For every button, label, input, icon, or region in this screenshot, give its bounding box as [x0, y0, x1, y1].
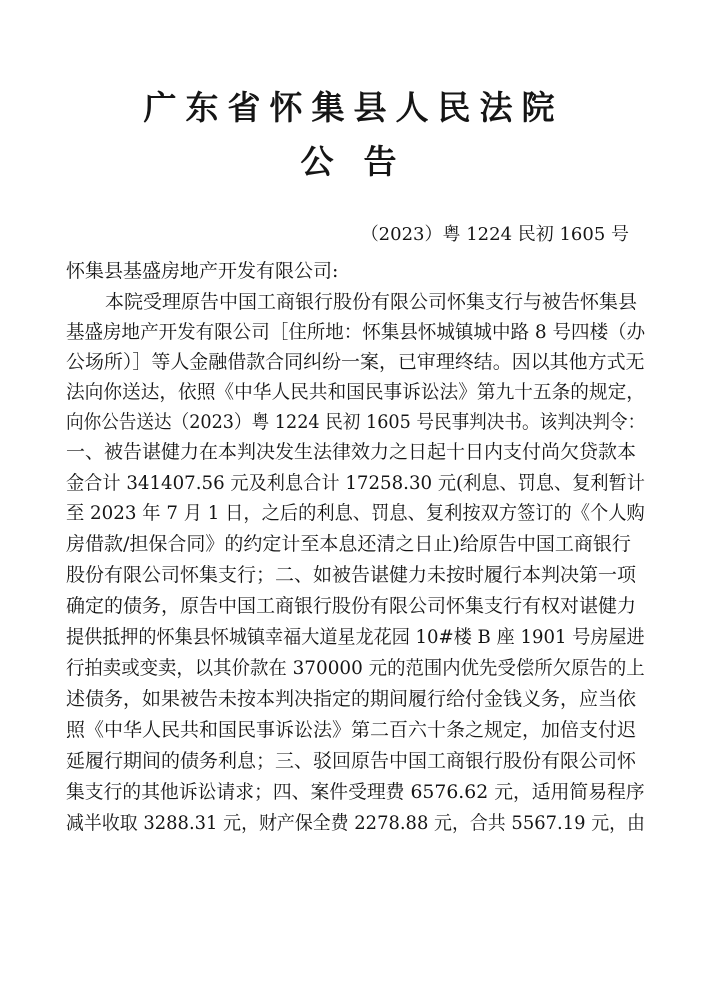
- document-type-heading: 公告: [300, 142, 427, 181]
- body-line: 照《中华人民共和国民事诉讼法》第二百六十条之规定，加倍支付迟: [66, 719, 637, 741]
- body-line: 行拍卖或变卖，以其价款在 370000 元的范围内优先受偿所欠原告的上: [66, 657, 645, 679]
- body-line: 集支行的其他诉讼请求；四、案件受理费 6576.62 元，适用简易程序: [66, 781, 645, 803]
- court-name-heading: 广东省怀集县人民法院: [143, 88, 564, 127]
- body-line: 至 2023 年 7 月 1 日，之后的利息、罚息、复利按双方签订的《个人购: [66, 502, 645, 524]
- body-line: 金合计 341407.56 元及利息合计 17258.30 元(利息、罚息、复利暂计: [66, 472, 645, 494]
- body-line: 延履行期间的债务利息；三、驳回原告中国工商银行股份有限公司怀: [66, 750, 637, 772]
- body-line: 房借款/担保合同》的约定计至本息还清之日止)给原告中国工商银行: [66, 533, 631, 555]
- body-line: 述债务，如果被告未按本判决指定的期间履行给付金钱义务，应当依: [66, 688, 637, 710]
- body-line: 股份有限公司怀集支行；二、如被告谌健力未按时履行本判决第一项: [66, 564, 637, 586]
- case-number: （2023）粤 1224 民初 1605 号: [360, 224, 629, 245]
- body-line: 减半收取 3288.31 元，财产保全费 2278.88 元，合共 5567.19 元，由: [66, 812, 645, 834]
- body-line: 基盛房地产开发有限公司［住所地：怀集县怀城镇城中路 8 号四楼（办: [66, 321, 646, 343]
- body-line: 提供抵押的怀集县怀城镇幸福大道星龙花园 10#楼 B 座 1901 号房屋进: [66, 626, 645, 648]
- body-line: 向你公告送达（2023）粤 1224 民初 1605 号民事判决书。该判决判令：: [66, 411, 646, 433]
- body-line: 确定的债务，原告中国工商银行股份有限公司怀集支行有权对谌健力: [66, 595, 637, 617]
- body-line: 法向你送达，依照《中华人民共和国民事诉讼法》第九十五条的规定，: [66, 381, 646, 403]
- body-line: 一、被告谌健力在本判决发生法律效力之日起十日内支付尚欠贷款本: [66, 441, 637, 463]
- body-line: 公场所）］等人金融借款合同纠纷一案，已审理终结。因以其他方式无: [66, 351, 645, 373]
- body-line: 本院受理原告中国工商银行股份有限公司怀集支行与被告怀集县: [105, 291, 638, 313]
- recipient-line: 怀集县基盛房地产开发有限公司:: [66, 260, 339, 282]
